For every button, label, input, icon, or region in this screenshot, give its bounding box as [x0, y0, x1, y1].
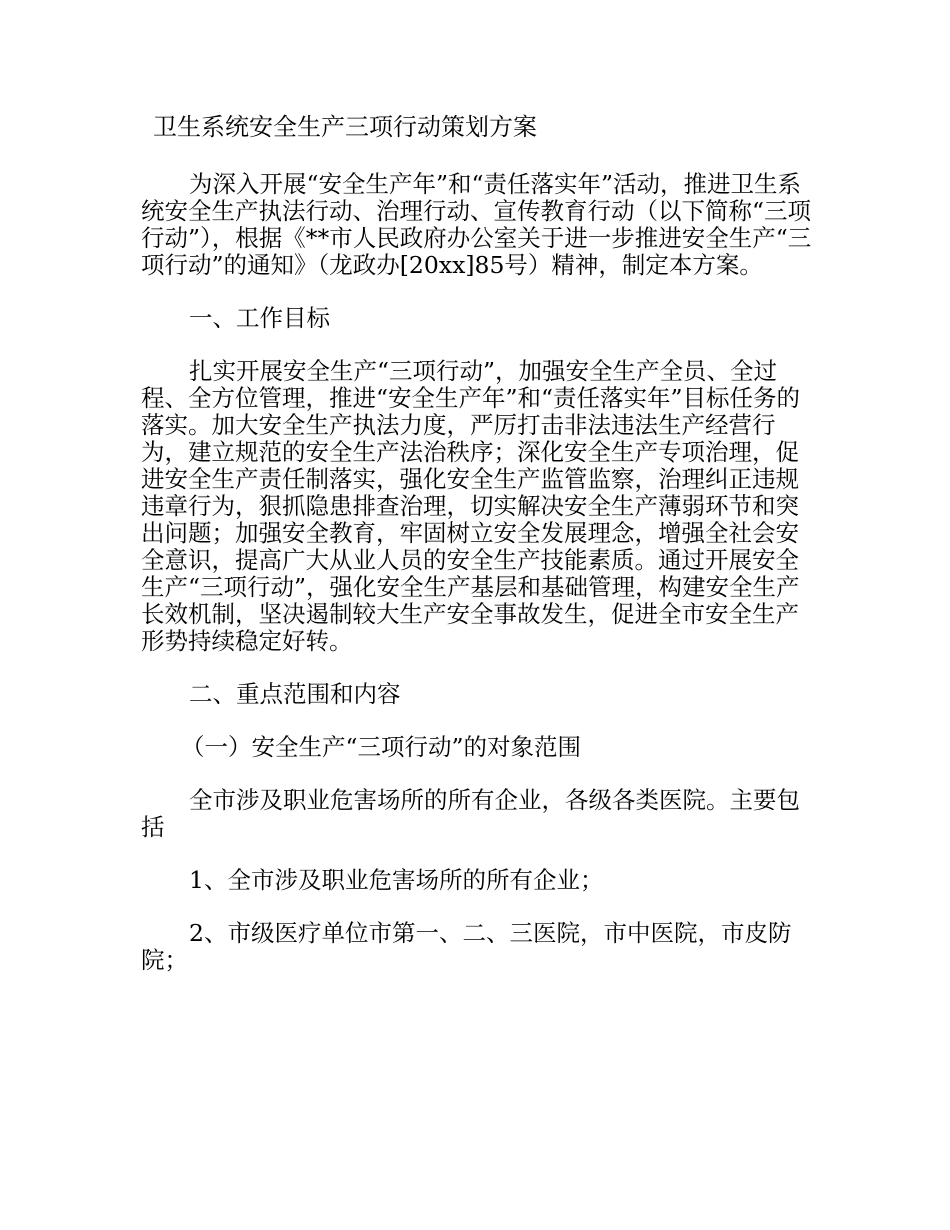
section2-subheading: （一）安全生产“三项行动”的对象范围 — [181, 733, 582, 761]
list-item-1: 1、全市涉及职业危害场所的所有企业； — [189, 866, 604, 894]
scope-paragraph: 全市涉及职业危害场所的所有企业，各级各类医院。主要包括 — [141, 786, 800, 841]
spacer — [141, 894, 821, 920]
intro-paragraph: 为深入开展“安全生产年”和“责任落实年”活动，推进卫生系统安全生产执法行动、治理行动、宣传教育行动（以下简称“三项行动”），根据《**市人民政府办公室关于进一步推进安全生产“三项行动”的通知》（龙政办[20xx]85号）精神，制定本方案。 — [141, 170, 812, 279]
spacer — [141, 841, 821, 867]
section1-paragraph: 扎实开展安全生产“三项行动”，加强安全生产全员、全过程、全方位管理，推进“安全生产年”和“责任落实年”目标任务的落实。加大安全生产执法力度，严厉打击非法违法生产经营行为，建立规范的安全生产法治秩序；深化安全生产专项治理，促进安全生产责任制落实，强化安全生产监管监察，治理纠正违规违章行为，狠抓隐患排查治理，切实解决安全生产薄弱环节和突出问题；加强安全教育，牢固树立安全发展理念，增强全社会安全意识，提高广大从业人员的安全生产技能素质。通过开展安全生产“三项行动”，强化安全生产基层和基础管理，构建安全生产长效机制，坚决遏制较大生产安全事故发生，促进全市安全生产形势持续稳定好转。 — [141, 357, 801, 655]
section2-heading: 二、重点范围和内容 — [189, 680, 401, 708]
spacer — [141, 761, 821, 787]
document-title: 卫生系统安全生产三项行动策划方案 — [153, 113, 537, 141]
spacer — [141, 279, 821, 305]
spacer — [141, 143, 821, 171]
list-item-2: 2、市级医疗单位市第一、二、三医院，市中医院，市皮防院； — [141, 919, 792, 974]
spacer — [141, 332, 821, 358]
spacer — [141, 655, 821, 681]
spacer — [141, 708, 821, 734]
section1-heading: 一、工作目标 — [189, 304, 330, 332]
document-body — [141, 112, 821, 974]
